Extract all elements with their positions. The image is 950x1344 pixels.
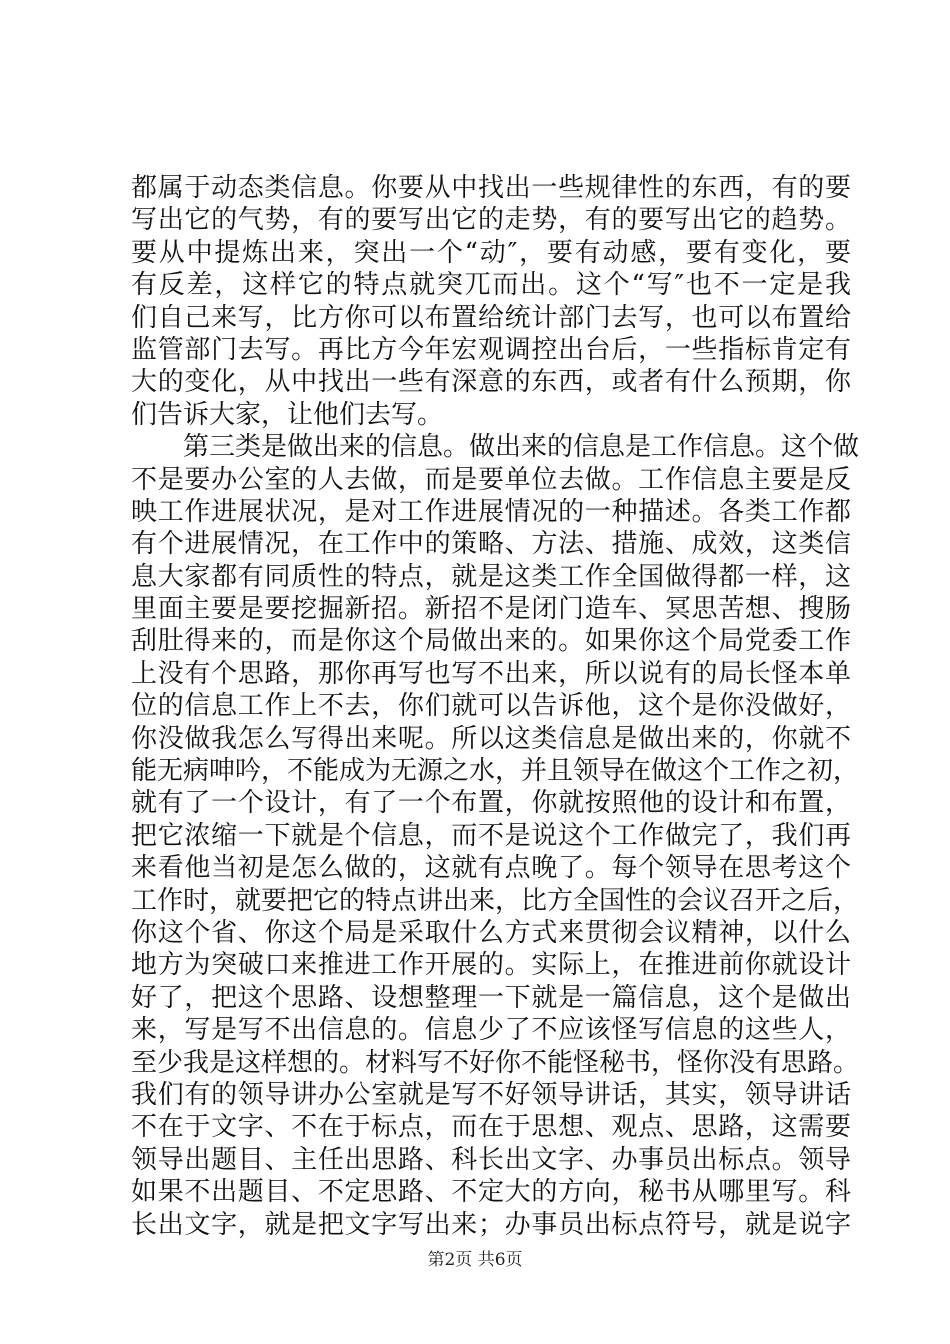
text-line: 位的信息工作上不去，你们就可以告诉他，这个是你没做好， xyxy=(131,691,851,722)
text-line: 好了，把这个思路、设想整理一下就是一篇信息，这个是做出 xyxy=(131,982,851,1013)
page-number-footer: 第2页 共6页 xyxy=(427,1250,523,1270)
text-line: 不是要办公室的人去做，而是要单位去做。工作信息主要是反 xyxy=(131,464,851,495)
text-line: 刮肚得来的，而是你这个局做出来的。如果你这个局党委工作 xyxy=(131,626,851,657)
text-line: 大的变化，从中找出一些有深意的东西，或者有什么预期，你 xyxy=(131,367,851,398)
text-line: 不在于文字、不在于标点，而在于思想、观点、思路，这需要 xyxy=(131,1112,851,1143)
text-line: 如果不出题目、不定思路、不定大的方向，秘书从哪里写。科 xyxy=(131,1177,851,1208)
text-line: 有反差，这样它的特点就突兀而出。这个“写″也不一定是我 xyxy=(131,270,851,301)
text-line: 息大家都有同质性的特点，就是这类工作全国做得都一样，这 xyxy=(131,561,851,592)
text-line: 把它浓缩一下就是个信息，而不是说这个工作做完了，我们再 xyxy=(131,820,851,851)
text-line: 我们有的领导讲办公室就是写不好领导讲话，其实，领导讲话 xyxy=(131,1079,851,1110)
text-line: 能无病呻吟，不能成为无源之水，并且领导在做这个工作之初， xyxy=(131,756,860,787)
text-line: 映工作进展状况，是对工作进展情况的一种描述。各类工作都 xyxy=(131,496,851,527)
text-line: 你这个省、你这个局是采取什么方式来贯彻会议精神，以什么 xyxy=(131,917,851,948)
text-line: 都属于动态类信息。你要从中找出一些规律性的东西，有的要 xyxy=(131,173,851,203)
text-line: 地方为突破口来推进工作开展的。实际上，在推进前你就设计 xyxy=(131,950,851,981)
text-line: 监管部门去写。再比方今年宏观调控出台后，一些指标肯定有 xyxy=(131,334,851,365)
text-line: 要从中提炼出来，突出一个“动″，要有动感，要有变化，要 xyxy=(131,237,851,268)
text-line: 领导出题目、主任出思路、科长出文字、办事员出标点。领导 xyxy=(131,1144,851,1175)
body-text xyxy=(131,172,860,1241)
text-line: 至少我是这样想的。材料写不好你不能怪秘书，怪你没有思路。 xyxy=(131,1047,860,1078)
text-line: 来看他当初是怎么做的，这就有点晚了。每个领导在思考这个 xyxy=(131,853,851,884)
text-line: 里面主要是要挖掘新招。新招不是闭门造车、冥思苦想、搜肠 xyxy=(131,594,851,625)
text-line: 们告诉大家，让他们去写。 xyxy=(131,399,444,430)
paragraph-first-line: 第三类是做出来的信息。做出来的信息是工作信息。这个做 xyxy=(183,432,860,463)
text-line: 工作时，就要把它的特点讲出来，比方全国性的会议召开之后， xyxy=(131,885,860,916)
text-line: 你没做我怎么写得出来呢。所以这类信息是做出来的，你就不 xyxy=(131,723,851,754)
text-line: 有个进展情况，在工作中的策略、方法、措施、成效，这类信 xyxy=(131,529,851,560)
text-line: 写出它的气势，有的要写出它的走势，有的要写出它的趋势。 xyxy=(131,205,851,236)
text-line: 上没有个思路，那你再写也写不出来，所以说有的局长怪本单 xyxy=(131,658,851,689)
text-line: 长出文字，就是把文字写出来；办事员出标点符号，就是说字 xyxy=(131,1209,851,1240)
text-line: 就有了一个设计，有了一个布置，你就按照他的设计和布置， xyxy=(131,788,851,819)
text-line: 们自己来写，比方你可以布置给统计部门去写，也可以布置给 xyxy=(131,302,851,333)
text-line: 来，写是写不出信息的。信息少了不应该怪写信息的这些人， xyxy=(131,1015,851,1046)
